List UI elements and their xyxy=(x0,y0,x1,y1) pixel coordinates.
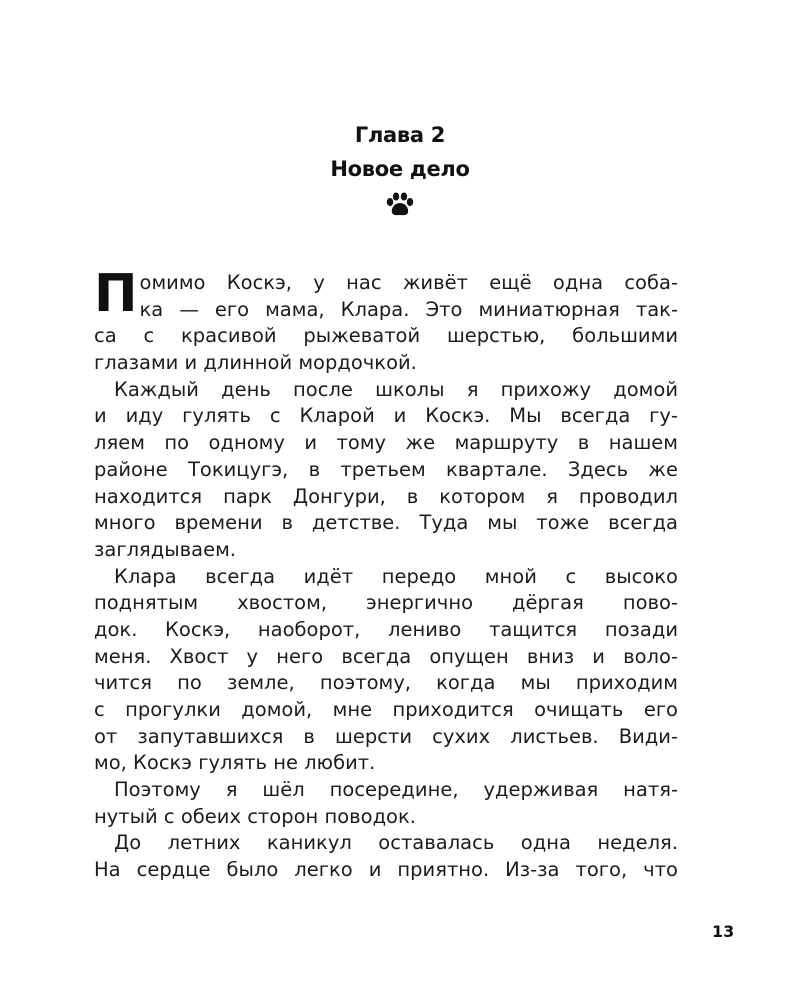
text-line-6: и иду гулять с Кларой и Коскэ. Мы всегда гу- xyxy=(94,404,678,428)
text-line-15: меня. Хвост у него всегда опущен вниз и воло- xyxy=(94,644,678,668)
drop-cap: П xyxy=(94,264,138,324)
text-line-10: много времени в детстве. Туда мы тоже всегда xyxy=(94,511,678,535)
text-line-22: До летних каникул оставалась одна неделя. xyxy=(114,831,678,855)
body-text xyxy=(94,264,678,884)
chapter-heading xyxy=(0,118,800,218)
text-line-20: Поэтому я шёл посередине, удерживая натя- xyxy=(114,778,678,802)
text-line-3: са с красивой рыжеватой шерстью, большими xyxy=(94,324,678,348)
text-line-2: ка — его мама, Клара. Это миниатюрная так- xyxy=(139,297,678,321)
text-line-9: находится парк Донгури, в котором я проводил xyxy=(94,484,678,508)
chapter-title: Новое дело xyxy=(330,157,470,181)
text-line-12: Клара всегда идёт передо мной с высоко xyxy=(114,564,678,588)
chapter-number: Глава 2 xyxy=(354,123,446,147)
text-line-13: поднятым хвостом, энергично дёргая пово- xyxy=(94,591,678,615)
text-line-21: нутый с обеих сторон поводок. xyxy=(94,804,416,828)
page-number: 13 xyxy=(712,922,735,941)
text-line-11: заглядываем. xyxy=(94,537,236,561)
paw-print-icon xyxy=(385,192,415,218)
text-line-17: с прогулки домой, мне приходится очищать его xyxy=(94,698,678,721)
text-line-14: док. Коскэ, наоборот, лениво тащится позади xyxy=(94,617,678,641)
text-line-16: чится по земле, поэтому, когда мы приходим xyxy=(94,671,678,695)
text-line-4: глазами и длинной мордочкой. xyxy=(94,351,417,375)
text-line-19: мо, Коскэ гулять не любит. xyxy=(94,751,376,775)
text-line-8: районе Токицугэ, в третьем квартале. Здесь же xyxy=(94,457,678,481)
text-line-18: от запутавшихся в шерсти сухих листьев. Види- xyxy=(94,724,678,748)
text-line-5: Каждый день после школы я прихожу домой xyxy=(114,377,678,401)
text-line-23: На сердце было легко и приятно. Из-за того, что xyxy=(94,858,678,882)
text-line-7: ляем по одному и тому же маршруту в нашем xyxy=(94,431,678,455)
text-line-1-content: омимо Коскэ, у нас живёт ещё одна соба- xyxy=(139,271,678,294)
